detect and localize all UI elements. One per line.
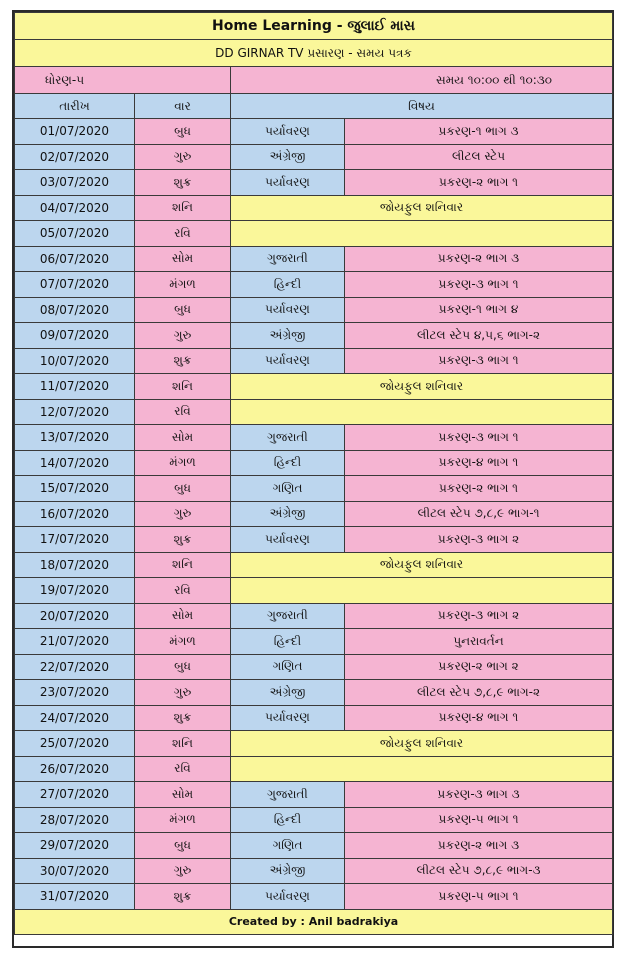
table-row: [15, 221, 613, 247]
table-row: [15, 603, 613, 629]
topic-cell: લીટલ સ્ટેપ ૪,૫,૬ ભાગ-૨: [345, 323, 613, 349]
date-cell: 19/07/2020: [15, 578, 135, 604]
table-row: [15, 272, 613, 298]
date-cell: 28/07/2020: [15, 807, 135, 833]
topic-cell: પ્રકરણ-૧ ભાગ ૩: [345, 119, 613, 145]
topic-cell: પ્રકરણ-૩ ભાગ ૧: [345, 348, 613, 374]
subject-cell: ગણિત: [231, 654, 345, 680]
day-cell: શુક્ર: [135, 527, 231, 553]
timetable-sheet: [12, 10, 614, 948]
topic-cell: પ્રકરણ-૩ ભાગ ૧: [345, 425, 613, 451]
day-cell: શુક્ર: [135, 705, 231, 731]
date-cell: 16/07/2020: [15, 501, 135, 527]
table-row: [15, 731, 613, 757]
date-cell: 08/07/2020: [15, 297, 135, 323]
topic-cell: પ્રકરણ-૫ ભાગ ૧: [345, 807, 613, 833]
table-row: [15, 578, 613, 604]
topic-cell: લીટલ સ્ટેપ ૭,૮,૯ ભાગ-૩: [345, 858, 613, 884]
table-row: [15, 756, 613, 782]
day-cell: શનિ: [135, 195, 231, 221]
table-row: [15, 476, 613, 502]
footer-row: [15, 909, 613, 934]
day-cell: ગુરુ: [135, 680, 231, 706]
table-row: [15, 527, 613, 553]
day-cell: ગુરુ: [135, 858, 231, 884]
date-cell: 01/07/2020: [15, 119, 135, 145]
weekend-cell: જોયફુલ શનિવાર: [231, 552, 613, 578]
topic-cell: લીટલ સ્ટેપ: [345, 144, 613, 170]
time-label: સમય ૧૦:૦૦ થી ૧૦:૩૦: [231, 67, 613, 94]
topic-cell: લીટલ સ્ટેપ ૭,૮,૯ ભાગ-૧: [345, 501, 613, 527]
day-cell: શનિ: [135, 374, 231, 400]
day-cell: ગુરુ: [135, 501, 231, 527]
subject-cell: પર્યાવરણ: [231, 119, 345, 145]
day-cell: શુક્ર: [135, 348, 231, 374]
table-row: [15, 195, 613, 221]
table-row: [15, 399, 613, 425]
page-subtitle: DD GIRNAR TV પ્રસારણ - સમય પત્રક: [15, 40, 613, 67]
subject-cell: હિન્દી: [231, 629, 345, 655]
date-cell: 14/07/2020: [15, 450, 135, 476]
date-cell: 26/07/2020: [15, 756, 135, 782]
subject-cell: હિન્દી: [231, 450, 345, 476]
date-cell: 02/07/2020: [15, 144, 135, 170]
subject-cell: અંગ્રેજી: [231, 680, 345, 706]
day-cell: શનિ: [135, 731, 231, 757]
topic-cell: પ્રકરણ-૩ ભાગ ૩: [345, 782, 613, 808]
weekend-cell: [231, 756, 613, 782]
table-row: [15, 374, 613, 400]
day-cell: મંગળ: [135, 807, 231, 833]
day-cell: મંગળ: [135, 272, 231, 298]
table-row: [15, 144, 613, 170]
day-cell: શુક્ર: [135, 170, 231, 196]
subject-cell: પર્યાવરણ: [231, 884, 345, 910]
table-row: [15, 807, 613, 833]
subject-cell: પર્યાવરણ: [231, 348, 345, 374]
date-cell: 20/07/2020: [15, 603, 135, 629]
day-cell: મંગળ: [135, 450, 231, 476]
topic-cell: પ્રકરણ-૪ ભાગ ૧: [345, 705, 613, 731]
day-cell: રવિ: [135, 756, 231, 782]
topic-cell: પ્રકરણ-૨ ભાગ ૧: [345, 170, 613, 196]
table-row: [15, 119, 613, 145]
table-row: [15, 654, 613, 680]
day-cell: સોમ: [135, 425, 231, 451]
date-cell: 25/07/2020: [15, 731, 135, 757]
column-header-row: [15, 94, 613, 119]
day-cell: રવિ: [135, 578, 231, 604]
subject-cell: પર્યાવરણ: [231, 705, 345, 731]
table-row: [15, 884, 613, 910]
date-cell: 24/07/2020: [15, 705, 135, 731]
table-row: [15, 348, 613, 374]
column-header-date: તારીખ: [15, 94, 135, 119]
topic-cell: પ્રકરણ-૩ ભાગ ૧: [345, 272, 613, 298]
date-cell: 29/07/2020: [15, 833, 135, 859]
weekend-cell: [231, 399, 613, 425]
column-header-subject: વિષય: [231, 94, 613, 119]
date-cell: 11/07/2020: [15, 374, 135, 400]
day-cell: બુધ: [135, 476, 231, 502]
subject-cell: અંગ્રેજી: [231, 144, 345, 170]
title-row: [15, 13, 613, 40]
topic-cell: પ્રકરણ-૨ ભાગ ૧: [345, 476, 613, 502]
day-cell: સોમ: [135, 603, 231, 629]
subject-cell: પર્યાવરણ: [231, 527, 345, 553]
subject-cell: ગણિત: [231, 833, 345, 859]
table-row: [15, 246, 613, 272]
date-cell: 07/07/2020: [15, 272, 135, 298]
date-cell: 18/07/2020: [15, 552, 135, 578]
table-row: [15, 323, 613, 349]
page-title: Home Learning - જુલાઈ માસ: [15, 13, 613, 40]
date-cell: 04/07/2020: [15, 195, 135, 221]
timetable: [14, 12, 613, 935]
day-cell: મંગળ: [135, 629, 231, 655]
table-row: [15, 552, 613, 578]
day-cell: શનિ: [135, 552, 231, 578]
day-cell: શુક્ર: [135, 884, 231, 910]
subject-cell: ગણિત: [231, 476, 345, 502]
date-cell: 17/07/2020: [15, 527, 135, 553]
weekend-cell: જોયફુલ શનિવાર: [231, 195, 613, 221]
day-cell: ગુરુ: [135, 323, 231, 349]
date-cell: 09/07/2020: [15, 323, 135, 349]
date-cell: 15/07/2020: [15, 476, 135, 502]
table-row: [15, 680, 613, 706]
standard-time-row: [15, 67, 613, 94]
date-cell: 06/07/2020: [15, 246, 135, 272]
table-row: [15, 501, 613, 527]
topic-cell: પ્રકરણ-૨ ભાગ ૩: [345, 833, 613, 859]
day-cell: બુધ: [135, 833, 231, 859]
day-cell: રવિ: [135, 221, 231, 247]
subject-cell: ગુજરાતી: [231, 425, 345, 451]
day-cell: ગુરુ: [135, 144, 231, 170]
weekend-cell: [231, 221, 613, 247]
date-cell: 21/07/2020: [15, 629, 135, 655]
table-row: [15, 629, 613, 655]
day-cell: બુધ: [135, 297, 231, 323]
topic-cell: પુનરાવર્તન: [345, 629, 613, 655]
date-cell: 27/07/2020: [15, 782, 135, 808]
day-cell: સોમ: [135, 246, 231, 272]
table-row: [15, 170, 613, 196]
date-cell: 13/07/2020: [15, 425, 135, 451]
column-header-day: વાર: [135, 94, 231, 119]
date-cell: 10/07/2020: [15, 348, 135, 374]
subtitle-row: [15, 40, 613, 67]
table-row: [15, 858, 613, 884]
topic-cell: પ્રકરણ-૨ ભાગ ૨: [345, 654, 613, 680]
date-cell: 30/07/2020: [15, 858, 135, 884]
table-row: [15, 425, 613, 451]
day-cell: રવિ: [135, 399, 231, 425]
subject-cell: હિન્દી: [231, 807, 345, 833]
table-row: [15, 297, 613, 323]
subject-cell: ગુજરાતી: [231, 603, 345, 629]
topic-cell: પ્રકરણ-૪ ભાગ ૧: [345, 450, 613, 476]
weekend-cell: જોયફુલ શનિવાર: [231, 731, 613, 757]
date-cell: 31/07/2020: [15, 884, 135, 910]
table-row: [15, 833, 613, 859]
topic-cell: પ્રકરણ-૩ ભાગ ૨: [345, 527, 613, 553]
footer-credit: Created by : Anil badrakiya: [15, 909, 613, 934]
date-cell: 12/07/2020: [15, 399, 135, 425]
table-row: [15, 705, 613, 731]
topic-cell: લીટલ સ્ટેપ ૭,૮,૯ ભાગ-૨: [345, 680, 613, 706]
date-cell: 23/07/2020: [15, 680, 135, 706]
topic-cell: પ્રકરણ-૫ ભાગ ૧: [345, 884, 613, 910]
subject-cell: પર્યાવરણ: [231, 170, 345, 196]
topic-cell: પ્રકરણ-૩ ભાગ ૨: [345, 603, 613, 629]
day-cell: બુધ: [135, 119, 231, 145]
subject-cell: ગુજરાતી: [231, 246, 345, 272]
topic-cell: પ્રકરણ-૨ ભાગ ૩: [345, 246, 613, 272]
subject-cell: અંગ્રેજી: [231, 858, 345, 884]
subject-cell: અંગ્રેજી: [231, 323, 345, 349]
date-cell: 22/07/2020: [15, 654, 135, 680]
subject-cell: અંગ્રેજી: [231, 501, 345, 527]
standard-label: ધોરણ-૫: [15, 67, 231, 94]
weekend-cell: [231, 578, 613, 604]
date-cell: 05/07/2020: [15, 221, 135, 247]
day-cell: બુધ: [135, 654, 231, 680]
date-cell: 03/07/2020: [15, 170, 135, 196]
table-row: [15, 450, 613, 476]
table-row: [15, 782, 613, 808]
subject-cell: ગુજરાતી: [231, 782, 345, 808]
subject-cell: હિન્દી: [231, 272, 345, 298]
day-cell: સોમ: [135, 782, 231, 808]
subject-cell: પર્યાવરણ: [231, 297, 345, 323]
weekend-cell: જોયફુલ શનિવાર: [231, 374, 613, 400]
topic-cell: પ્રકરણ-૧ ભાગ ૪: [345, 297, 613, 323]
